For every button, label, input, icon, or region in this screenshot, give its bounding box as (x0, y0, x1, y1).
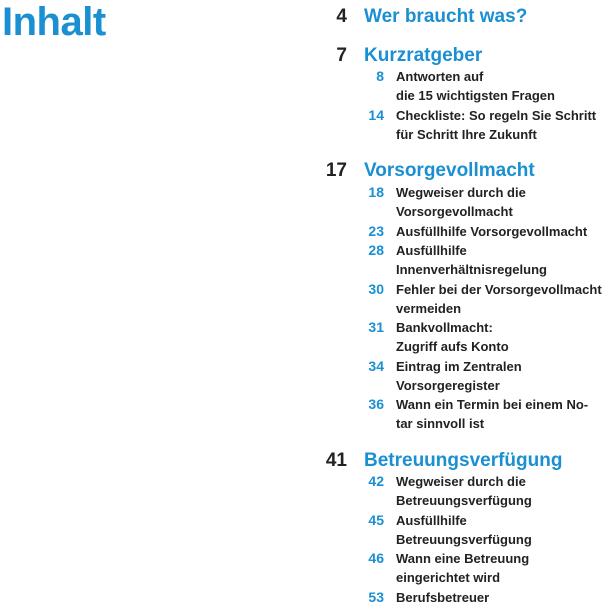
entry-page-number: 8 (376, 68, 384, 84)
entry-title[interactable]: Eintrag im Zentralen Vorsorgeregister (396, 359, 522, 394)
entry-page-number: 31 (368, 319, 384, 335)
entry-title[interactable]: Ausfüllhilfe Vorsorgevollmacht (396, 224, 588, 239)
entry-title[interactable]: Berufsbetreuer (396, 590, 490, 605)
entry-page-number: 30 (368, 281, 384, 297)
entry-title[interactable]: Fehler bei der Vorsorgevollmacht vermeiden (396, 282, 602, 317)
entry-page-number: 28 (368, 242, 384, 258)
chapter-page-number: 17 (325, 160, 347, 181)
entry-title[interactable]: Bankvollmacht: Zugriff aufs Konto (396, 320, 509, 355)
chapter-title[interactable]: Betreuungsverfügung (364, 450, 563, 471)
entry-title[interactable]: Antworten auf die 15 wichtigsten Fragen (396, 69, 555, 104)
entry-page-number: 36 (368, 396, 384, 412)
entry-page-number: 18 (368, 184, 384, 200)
entry-page-number: 45 (368, 512, 384, 528)
chapter-page-number: 4 (336, 6, 347, 27)
page-title: Inhalt (2, 0, 106, 44)
entry-page-number: 53 (368, 589, 384, 605)
entry-title[interactable]: Wann eine Betreuung eingerichtet wird (396, 551, 530, 586)
entry-title[interactable]: Wegweiser durch die Vorsorgevollmacht (396, 185, 526, 220)
chapter-title[interactable]: Wer braucht was? (364, 6, 528, 27)
entry-title[interactable]: Checkliste: So regeln Sie Schritt für Schritt Ihre Zukunft (396, 108, 597, 143)
chapter-title[interactable]: Vorsorgevollmacht (364, 160, 535, 181)
entry-page-number: 23 (368, 223, 384, 239)
entry-page-number: 42 (368, 473, 384, 489)
chapter-page-number: 7 (336, 45, 347, 66)
entry-title[interactable]: Wann ein Termin bei einem No- tar sinnvoll ist (396, 397, 589, 432)
chapter-title[interactable]: Kurzratgeber (364, 45, 483, 66)
entry-page-number: 14 (368, 107, 384, 123)
chapter-page-number: 41 (325, 450, 347, 471)
entry-title[interactable]: Wegweiser durch die Betreuungsverfügung (396, 474, 532, 509)
entry-page-number: 46 (368, 550, 384, 566)
entry-title[interactable]: Ausfüllhilfe Betreuungsverfügung (396, 513, 532, 548)
entry-title[interactable]: Ausfüllhilfe Innenverhältnisregelung (396, 243, 547, 278)
entry-page-number: 34 (368, 358, 384, 374)
